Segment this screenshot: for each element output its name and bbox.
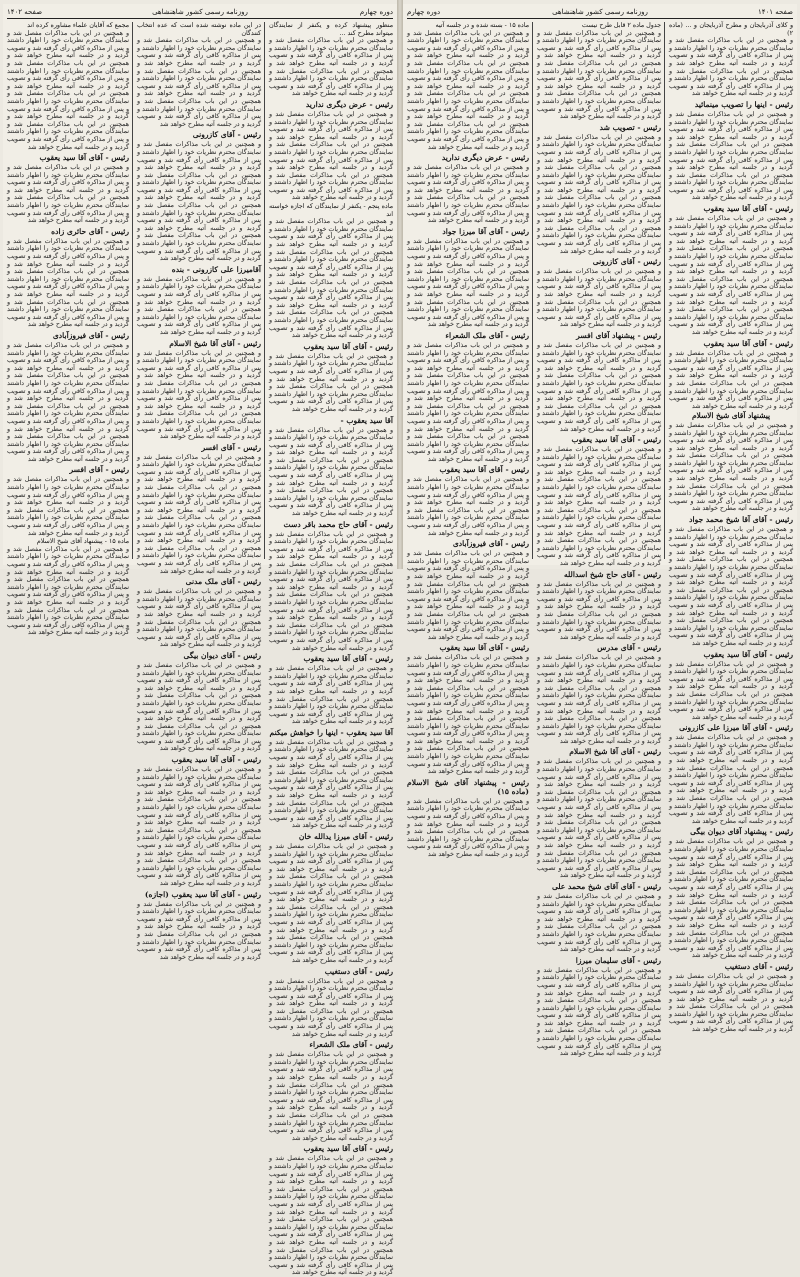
body-text: و همچنین در این باب مذاکرات مفصل شد و نمایندگان محترم نظریات خود را اظهار داشتند و پس از مذاکره کافی رأی گرفته شد و تصویب گردید و در جلسه آتیه مطرح خواهد شد و همچنین در این باب مذاکرات مفصل شد و نمایندگان محترم نظریات خود را اظهار داشتند و پس از مذاکره کافی رأی گرفته شد و تصویب گردید و در جلسه آتیه مطرح خواهد شد [269, 352, 393, 413]
right-column-1 [669, 22, 793, 1034]
body-text: و همچنین در این باب مذاکرات مفصل شد و نمایندگان محترم نظریات خود را اظهار داشتند و پس از مذاکره کافی رأی گرفته شد و تصویب گردید و در جلسه آتیه مطرح خواهد شد و همچنین در این باب مذاکرات مفصل شد و نمایندگان محترم نظریات خود را اظهار داشتند و پس از مذاکره کافی رأی گرفته شد و تصویب گردید و در جلسه آتیه مطرح خواهد شد [669, 972, 793, 1034]
speaker-line: رئیس - آقای آقا میرزا علی کازرونی [679, 723, 793, 733]
speaker-line: رئیس - پیشنهاد آقای دیوان بیگی [690, 827, 793, 837]
body-text: و همچنین در این باب مذاکرات مفصل شد و نمایندگان محترم نظریات خود را اظهار داشتند و پس از مذاکره کافی رأی گرفته شد و تصویب گردید و در جلسه آتیه مطرح خواهد شد و همچنین در این باب مذاکرات مفصل شد و نمایندگان محترم نظریات خود را اظهار داشتند و پس از مذاکره کافی رأی گرفته شد و تصویب گردید و در جلسه آتیه مطرح خواهد شد و همچنین در این باب مذاکرات مفصل شد و نمایندگان محترم نظریات خود را اظهار داشتند و پس از مذاکره کافی رأی گرفته شد و تصویب گردید و در جلسه آتیه مطرح خواهد شد و همچنین در این باب مذاکرات مفصل شد و نمایندگان محترم نظریات خود را اظهار داشتند و پس از مذاکره کافی رأی گرفته شد و تصویب گردید و در جلسه آتیه مطرح خواهد شد [7, 341, 129, 463]
right-page [403, 4, 797, 1058]
body-text: و همچنین در این باب مذاکرات مفصل شد و نمایندگان محترم نظریات خود را اظهار داشتند و پس از مذاکره کافی رأی گرفته شد و تصویب گردید و در جلسه آتیه مطرح خواهد شد و همچنین در این باب مذاکرات مفصل شد و نمایندگان محترم نظریات خود را اظهار داشتند و پس از مذاکره کافی رأی گرفته شد و تصویب گردید و در جلسه آتیه مطرح خواهد شد و همچنین در این باب مذاکرات مفصل شد و نمایندگان محترم نظریات خود را اظهار داشتند و پس از مذاکره کافی رأی گرفته شد و تصویب گردید و در جلسه آتیه مطرح خواهد شد و همچنین در این باب مذاکرات مفصل شد و نمایندگان محترم نظریات خود را اظهار داشتند و پس از مذاکره کافی رأی گرفته شد و تصویب گردید و در جلسه آتیه مطرح خواهد شد [537, 758, 661, 880]
body-text: و همچنین در این باب مذاکرات مفصل شد و نمایندگان محترم نظریات خود را اظهار داشتند و پس از مذاکره کافی رأی گرفته شد و تصویب گردید و در جلسه آتیه مطرح خواهد شد و همچنین در این باب مذاکرات مفصل شد و نمایندگان محترم نظریات خود را اظهار داشتند و پس از مذاکره کافی رأی گرفته شد و تصویب گردید و در جلسه آتیه مطرح خواهد شد و همچنین در این باب مذاکرات مفصل شد و نمایندگان محترم نظریات خود را اظهار داشتند و پس از مذاکره کافی رأی گرفته شد و تصویب گردید و در جلسه آتیه مطرح خواهد شد و همچنین در این باب مذاکرات مفصل شد و نمایندگان محترم نظریات خود را اظهار داشتند و پس از مذاکره کافی رأی گرفته شد و تصویب گردید و در جلسه آتیه مطرح خواهد شد [537, 446, 661, 567]
body-text: و همچنین در این باب مذاکرات مفصل شد و نمایندگان محترم نظریات خود را اظهار داشتند و پس از مذاکره کافی رأی گرفته شد و تصویب گردید و در جلسه آتیه مطرح خواهد شد و همچنین در این باب مذاکرات مفصل شد و نمایندگان محترم نظریات خود را اظهار داشتند و پس از مذاکره کافی رأی گرفته شد و تصویب گردید و در جلسه آتیه مطرح خواهد شد و همچنین در این باب مذاکرات مفصل شد و نمایندگان محترم نظریات خود را اظهار داشتند و پس از مذاکره کافی رأی گرفته شد و تصویب گردید و در جلسه آتیه مطرح خواهد شد و همچنین در این باب مذاکرات مفصل شد و نمایندگان محترم نظریات خود را اظهار داشتند و پس از مذاکره کافی رأی گرفته شد و تصویب گردید و در جلسه آتیه مطرح خواهد شد [269, 530, 393, 652]
body-text: و همچنین در این باب مذاکرات مفصل شد و نمایندگان محترم نظریات خود را اظهار داشتند و پس از مذاکره کافی رأی گرفته شد و تصویب گردید و در جلسه آتیه مطرح خواهد شد و همچنین در این باب مذاکرات مفصل شد و نمایندگان محترم نظریات خود را اظهار داشتند و پس از مذاکره کافی رأی گرفته شد و تصویب گردید و در جلسه آتیه مطرح خواهد شد و همچنین در این باب مذاکرات مفصل شد و نمایندگان محترم نظریات خود را اظهار داشتند و پس از مذاکره کافی رأی گرفته شد و تصویب گردید و در جلسه آتیه مطرح خواهد شد [137, 661, 261, 753]
speaker-line: رئیس - آقای میرزا یدالله خان [298, 832, 393, 841]
speaker-line: آقا سید یعقوب - اینها را خواهش میکنم [269, 727, 393, 737]
body-text: و همچنین در این باب مذاکرات مفصل شد و نمایندگان محترم نظریات خود را اظهار داشتند و پس از مذاکره کافی رأی گرفته شد و تصویب گردید و در جلسه آتیه مطرح خواهد شد و همچنین در این باب مذاکرات مفصل شد و نمایندگان محترم نظریات خود را اظهار داشتند و پس از مذاکره کافی رأی گرفته شد و تصویب گردید و در جلسه آتیه مطرح خواهد شد و همچنین در این باب مذاکرات مفصل شد و نمایندگان محترم نظریات خود را اظهار داشتند و پس از مذاکره کافی رأی گرفته شد و تصویب گردید و در جلسه آتیه مطرح خواهد شد و همچنین در این باب مذاکرات مفصل شد و نمایندگان محترم نظریات خود را اظهار داشتند و پس از مذاکره کافی رأی گرفته شد و تصویب گردید و در جلسه آتیه مطرح خواهد شد [137, 141, 261, 263]
body-text: و همچنین در این باب مذاکرات مفصل شد و نمایندگان محترم نظریات خود را اظهار داشتند و پس از مذاکره کافی رأی گرفته شد و تصویب گردید و در جلسه آتیه مطرح خواهد شد و همچنین در این باب مذاکرات مفصل شد و نمایندگان محترم نظریات خود را اظهار داشتند و پس از مذاکره کافی رأی گرفته شد و تصویب گردید و در جلسه آتیه مطرح خواهد شد [537, 580, 661, 641]
body-text: و همچنین در این باب مذاکرات مفصل شد و نمایندگان محترم نظریات خود را اظهار داشتند و پس از مذاکره کافی رأی گرفته شد و تصویب گردید و در جلسه آتیه مطرح خواهد شد و همچنین در این باب مذاکرات مفصل شد و نمایندگان محترم نظریات خود را اظهار داشتند و پس از مذاکره کافی رأی گرفته شد و تصویب گردید و در جلسه آتیه مطرح خواهد شد و همچنین در این باب مذاکرات مفصل شد و نمایندگان محترم نظریات خود را اظهار داشتند و پس از مذاکره کافی رأی گرفته شد و تصویب گردید و در جلسه آتیه مطرح خواهد شد و همچنین در این باب مذاکرات مفصل شد و نمایندگان محترم نظریات خود را اظهار داشتند و پس از مذاکره کافی رأی گرفته شد و تصویب گردید و در جلسه آتیه مطرح خواهد شد [669, 526, 793, 647]
speaker-line: رئیس - آقای حاج محمد باقر دست [283, 519, 393, 529]
speaker-line: رئیس - آقای افسر [69, 465, 129, 475]
speaker-line: رئیس - آقای سلیمان میرزا [575, 955, 661, 965]
paragraph: ماده ۱۵ - بسته شده و در جلسه آتیه [435, 22, 529, 29]
left-page [3, 4, 397, 1277]
column-rule [664, 22, 665, 559]
speaker-line: آقا سید یعقوب - [340, 415, 393, 425]
paragraph: مجمع که آقایان علماء مشاوره کرده اند [27, 22, 129, 29]
body-text: و همچنین در این باب مذاکرات مفصل شد و نمایندگان محترم نظریات خود را اظهار داشتند و پس از مذاکره کافی رأی گرفته شد و تصویب گردید و در جلسه آتیه مطرح خواهد شد و همچنین در این باب مذاکرات مفصل شد و نمایندگان محترم نظریات خود را اظهار داشتند و پس از مذاکره کافی رأی گرفته شد و تصویب گردید و در جلسه آتیه مطرح خواهد شد و همچنین در این باب مذاکرات مفصل شد و نمایندگان محترم نظریات خود را اظهار داشتند و پس از مذاکره کافی رأی گرفته شد و تصویب گردید و در جلسه آتیه مطرح خواهد شد [7, 545, 129, 637]
body-text: و همچنین در این باب مذاکرات مفصل شد و نمایندگان محترم نظریات خود را اظهار داشتند و پس از مذاکره کافی رأی گرفته شد و تصویب گردید و در جلسه آتیه مطرح خواهد شد و همچنین در این باب مذاکرات مفصل شد و نمایندگان محترم نظریات خود را اظهار داشتند و پس از مذاکره کافی رأی گرفته شد و تصویب گردید و در جلسه آتیه مطرح خواهد شد [7, 164, 129, 225]
speaker-line: رئیس - آقای فیروزآبادی [52, 330, 129, 340]
speaker-line: رئیس - آقای آقا سید یعقوب [303, 341, 393, 351]
speaker-line: رئیس - آقای افسر [201, 442, 261, 452]
header-page-number: صفحه ۱۴۰۱ [757, 8, 793, 16]
body-text: و همچنین در این باب مذاکرات مفصل شد و نمایندگان محترم نظریات خود را اظهار داشتند و پس از مذاکره کافی رأی گرفته شد و تصویب گردید و در جلسه آتیه مطرح خواهد شد و همچنین در این باب مذاکرات مفصل شد و نمایندگان محترم نظریات خود را اظهار داشتند و پس از مذاکره کافی رأی گرفته شد و تصویب گردید و در جلسه آتیه مطرح خواهد شد [407, 476, 529, 537]
paragraph: ماده پنجم - یکنفر از نمایندگان که اجازه خواسته اند [269, 203, 393, 218]
body-text: و همچنین در این باب مذاکرات مفصل شد و نمایندگان محترم نظریات خود را اظهار داشتند و پس از مذاکره کافی رأی گرفته شد و تصویب گردید و در جلسه آتیه مطرح خواهد شد و همچنین در این باب مذاکرات مفصل شد و نمایندگان محترم نظریات خود را اظهار داشتند و پس از مذاکره کافی رأی گرفته شد و تصویب گردید و در جلسه آتیه مطرح خواهد شد و همچنین در این باب مذاکرات مفصل شد و نمایندگان محترم نظریات خود را اظهار داشتند و پس از مذاکره کافی رأی گرفته شد و تصویب گردید و در جلسه آتیه مطرح خواهد شد و همچنین در این باب مذاکرات مفصل شد و نمایندگان محترم نظریات خود را اظهار داشتند و پس از مذاکره کافی رأی گرفته شد و تصویب گردید و در جلسه آتیه مطرح خواهد شد [137, 766, 261, 887]
body-text: و همچنین در این باب مذاکرات مفصل شد و نمایندگان محترم نظریات خود را اظهار داشتند و پس از مذاکره کافی رأی گرفته شد و تصویب گردید و در جلسه آتیه مطرح خواهد شد و همچنین در این باب مذاکرات مفصل شد و نمایندگان محترم نظریات خود را اظهار داشتند و پس از مذاکره کافی رأی گرفته شد و تصویب گردید و در جلسه آتیه مطرح خواهد شد و همچنین در این باب مذاکرات مفصل شد و نمایندگان محترم نظریات خود را اظهار داشتند و پس از مذاکره کافی رأی گرفته شد و تصویب گردید و در جلسه آتیه مطرح خواهد شد [7, 237, 129, 329]
body-text: و همچنین در این باب مذاکرات مفصل شد و نمایندگان محترم نظریات خود را اظهار داشتند و پس از مذاکره کافی رأی گرفته شد و تصویب گردید و در جلسه آتیه مطرح خواهد شد و همچنین در این باب مذاکرات مفصل شد و نمایندگان محترم نظریات خود را اظهار داشتند و پس از مذاکره کافی رأی گرفته شد و تصویب گردید و در جلسه آتیه مطرح خواهد شد و همچنین در این باب مذاکرات مفصل شد و نمایندگان محترم نظریات خود را اظهار داشتند و پس از مذاکره کافی رأی گرفته شد و تصویب گردید و در جلسه آتیه مطرح خواهد شد [537, 654, 661, 745]
speaker-line: رئیس - آقای آقا سید یعقوب [703, 649, 793, 659]
body-text: و همچنین در این باب مذاکرات مفصل شد و نمایندگان محترم نظریات خود را اظهار داشتند و پس از مذاکره کافی رأی گرفته شد و تصویب گردید و در جلسه آتیه مطرح خواهد شد و همچنین در این باب مذاکرات مفصل شد و نمایندگان محترم نظریات خود را اظهار داشتند و پس از مذاکره کافی رأی گرفته شد و تصویب گردید و در جلسه آتیه مطرح خواهد شد و همچنین در این باب مذاکرات مفصل شد و نمایندگان محترم نظریات خود را اظهار داشتند و پس از مذاکره کافی رأی گرفته شد و تصویب گردید و در جلسه آتیه مطرح خواهد شد و همچنین در این باب مذاکرات مفصل شد و نمایندگان محترم نظریات خود را اظهار داشتند و پس از مذاکره کافی رأی گرفته شد و تصویب گردید و در جلسه آتیه مطرح خواهد شد [407, 341, 529, 463]
body-text: و همچنین در این باب مذاکرات مفصل شد و نمایندگان محترم نظریات خود را اظهار داشتند و پس از مذاکره کافی رأی گرفته شد و تصویب گردید و در جلسه آتیه مطرح خواهد شد و همچنین در این باب مذاکرات مفصل شد و نمایندگان محترم نظریات خود را اظهار داشتند و پس از مذاکره کافی رأی گرفته شد و تصویب گردید و در جلسه آتیه مطرح خواهد شد و همچنین در این باب مذاکرات مفصل شد و نمایندگان محترم نظریات خود را اظهار داشتند و پس از مذاکره کافی رأی گرفته شد و تصویب گردید و در جلسه آتیه مطرح خواهد شد [407, 550, 529, 641]
column-rule [132, 22, 133, 559]
header-volume: دوره چهارم [407, 8, 441, 16]
body-text: و همچنین در این باب مذاکرات مفصل شد و نمایندگان محترم نظریات خود را اظهار داشتند و پس از مذاکره کافی رأی گرفته شد و تصویب گردید و در جلسه آتیه مطرح خواهد شد و همچنین در این باب مذاکرات مفصل شد و نمایندگان محترم نظریات خود را اظهار داشتند و پس از مذاکره کافی رأی گرفته شد و تصویب گردید و در جلسه آتیه مطرح خواهد شد [269, 665, 393, 726]
speaker-line: رئیس - آقای آقا سید یعقوب [303, 1144, 393, 1154]
left-column-1 [269, 22, 393, 1277]
paragraph: جدول ماده ۲ قابل طرح نیست [581, 22, 661, 29]
speaker-line: رئیس - آقای آقا سید یعقوب (اجازه) [144, 889, 261, 899]
body-text: و همچنین در این باب مذاکرات مفصل شد و نمایندگان محترم نظریات خود را اظهار داشتند و پس از مذاکره کافی رأی گرفته شد و تصویب گردید و در جلسه آتیه مطرح خواهد شد و همچنین در این باب مذاکرات مفصل شد و نمایندگان محترم نظریات خود را اظهار داشتند و پس از مذاکره کافی رأی گرفته شد و تصویب گردید و در جلسه آتیه مطرح خواهد شد و همچنین در این باب مذاکرات مفصل شد و نمایندگان محترم نظریات خود را اظهار داشتند و پس از مذاکره کافی رأی گرفته شد و تصویب گردید و در جلسه آتیه مطرح خواهد شد و همچنین در این باب مذاکرات مفصل شد و نمایندگان محترم نظریات خود را اظهار داشتند و پس از مذاکره کافی رأی گرفته شد و تصویب گردید و در جلسه آتیه مطرح خواهد شد [669, 215, 793, 336]
body-text: و همچنین در این باب مذاکرات مفصل شد و نمایندگان محترم نظریات خود را اظهار داشتند و پس از مذاکره کافی رأی گرفته شد و تصویب گردید و در جلسه آتیه مطرح خواهد شد و همچنین در این باب مذاکرات مفصل شد و نمایندگان محترم نظریات خود را اظهار داشتند و پس از مذاکره کافی رأی گرفته شد و تصویب گردید و در جلسه آتیه مطرح خواهد شد [537, 268, 661, 329]
speaker-line: رئیس - آقای آقا سید یعقوب [303, 654, 393, 664]
column-rule [532, 22, 533, 559]
header-publication: روزنامه رسمی کشور شاهنشاهی [552, 8, 648, 16]
paragraph: ماده ۱۵ - پیشنهاد آقای شیخ الاسلام [36, 538, 129, 546]
body-text: و همچنین در این باب مذاکرات مفصل شد و نمایندگان محترم نظریات خود را اظهار داشتند و پس از مذاکره کافی رأی گرفته شد و تصویب گردید و در جلسه آتیه مطرح خواهد شد و همچنین در این باب مذاکرات مفصل شد و نمایندگان محترم نظریات خود را اظهار داشتند و پس از مذاکره کافی رأی گرفته شد و تصویب گردید و در جلسه آتیه مطرح خواهد شد [407, 797, 529, 858]
body-text: و همچنین در این باب مذاکرات مفصل شد و نمایندگان محترم نظریات خود را اظهار داشتند و پس از مذاکره کافی رأی گرفته شد و تصویب گردید و در جلسه آتیه مطرح خواهد شد و همچنین در این باب مذاکرات مفصل شد و نمایندگان محترم نظریات خود را اظهار داشتند و پس از مذاکره کافی رأی گرفته شد و تصویب گردید و در جلسه آتیه مطرح خواهد شد [669, 349, 793, 410]
body-text: و همچنین در این باب مذاکرات مفصل شد و نمایندگان محترم نظریات خود را اظهار داشتند و پس از مذاکره کافی رأی گرفته شد و تصویب گردید و در جلسه آتیه مطرح خواهد شد و همچنین در این باب مذاکرات مفصل شد و نمایندگان محترم نظریات خود را اظهار داشتند و پس از مذاکره کافی رأی گرفته شد و تصویب گردید و در جلسه آتیه مطرح خواهد شد [669, 660, 793, 721]
left-column-3 [7, 22, 129, 637]
body-text: و همچنین در این باب مذاکرات مفصل شد و نمایندگان محترم نظریات خود را اظهار داشتند و پس از مذاکره کافی رأی گرفته شد و تصویب گردید و در جلسه آتیه مطرح خواهد شد و همچنین در این باب مذاکرات مفصل شد و نمایندگان محترم نظریات خود را اظهار داشتند و پس از مذاکره کافی رأی گرفته شد و تصویب گردید و در جلسه آتیه مطرح خواهد شد و همچنین در این باب مذاکرات مفصل شد و نمایندگان محترم نظریات خود را اظهار داشتند و پس از مذاکره کافی رأی گرفته شد و تصویب گردید و در جلسه آتیه مطرح خواهد شد و همچنین در این باب مذاکرات مفصل شد و نمایندگان محترم نظریات خود را اظهار داشتند و پس از مذاکره کافی رأی گرفته شد و تصویب گردید و در جلسه آتیه مطرح خواهد شد [407, 29, 529, 151]
body-text: و همچنین در این باب مذاکرات مفصل شد و نمایندگان محترم نظریات خود را اظهار داشتند و پس از مذاکره کافی رأی گرفته شد و تصویب گردید و در جلسه آتیه مطرح خواهد شد و همچنین در این باب مذاکرات مفصل شد و نمایندگان محترم نظریات خود را اظهار داشتند و پس از مذاکره کافی رأی گرفته شد و تصویب گردید و در جلسه آتیه مطرح خواهد شد و همچنین در این باب مذاکرات مفصل شد و نمایندگان محترم نظریات خود را اظهار داشتند و پس از مذاکره کافی رأی گرفته شد و تصویب گردید و در جلسه آتیه مطرح خواهد شد و همچنین در این باب مذاکرات مفصل شد و نمایندگان محترم نظریات خود را اظهار داشتند و پس از مذاکره کافی رأی گرفته شد و تصویب گردید و در جلسه آتیه مطرح خواهد شد [669, 838, 793, 960]
speaker-line: رئیس - آقای کازرونی [192, 130, 261, 140]
speaker-line: رئیس - آقای آقا سید یعقوب [703, 204, 793, 214]
speaker-line: رئیس - آقای آقا سید یعقوب [39, 153, 129, 163]
body-text: و همچنین در این باب مذاکرات مفصل شد و نمایندگان محترم نظریات خود را اظهار داشتند و پس از مذاکره کافی رأی گرفته شد و تصویب گردید و در جلسه آتیه مطرح خواهد شد و همچنین در این باب مذاکرات مفصل شد و نمایندگان محترم نظریات خود را اظهار داشتند و پس از مذاکره کافی رأی گرفته شد و تصویب گردید و در جلسه آتیه مطرح خواهد شد [137, 275, 261, 336]
body-text: و همچنین در این باب مذاکرات مفصل شد و نمایندگان محترم نظریات خود را اظهار داشتند و پس از مذاکره کافی رأی گرفته شد و تصویب گردید و در جلسه آتیه مطرح خواهد شد و همچنین در این باب مذاکرات مفصل شد و نمایندگان محترم نظریات خود را اظهار داشتند و پس از مذاکره کافی رأی گرفته شد و تصویب گردید و در جلسه آتیه مطرح خواهد شد و همچنین در این باب مذاکرات مفصل شد و نمایندگان محترم نظریات خود را اظهار داشتند و پس از مذاکره کافی رأی گرفته شد و تصویب گردید و در جلسه آتیه مطرح خواهد شد [537, 341, 661, 433]
speaker-line: رئیس - آقای دستغیب [324, 966, 393, 976]
speaker-line: رئیس - آقای آقا شیخ الاسلام [569, 747, 661, 757]
speaker-line: رئیس - آقای فیروزآبادی [452, 539, 529, 549]
body-text: و همچنین در این باب مذاکرات مفصل شد و نمایندگان محترم نظریات خود را اظهار داشتند و پس از مذاکره کافی رأی گرفته شد و تصویب گردید و در جلسه آتیه مطرح خواهد شد و همچنین در این باب مذاکرات مفصل شد و نمایندگان محترم نظریات خود را اظهار داشتند و پس از مذاکره کافی رأی گرفته شد و تصویب گردید و در جلسه آتیه مطرح خواهد شد و همچنین در این باب مذاکرات مفصل شد و نمایندگان محترم نظریات خود را اظهار داشتند و پس از مذاکره کافی رأی گرفته شد و تصویب گردید و در جلسه آتیه مطرح خواهد شد و همچنین در این باب مذاکرات مفصل شد و نمایندگان محترم نظریات خود را اظهار داشتند و پس از مذاکره کافی رأی گرفته شد و تصویب گردید و در جلسه آتیه مطرح خواهد شد [269, 1155, 393, 1277]
speaker-line: رئیس - آقای کازرونی [592, 257, 661, 267]
header-volume: دوره چهارم [359, 8, 393, 16]
body-text: و همچنین در این باب مذاکرات مفصل شد و نمایندگان محترم نظریات خود را اظهار داشتند و پس از مذاکره کافی رأی گرفته شد و تصویب گردید و در جلسه آتیه مطرح خواهد شد و همچنین در این باب مذاکرات مفصل شد و نمایندگان محترم نظریات خود را اظهار داشتند و پس از مذاکره کافی رأی گرفته شد و تصویب گردید و در جلسه آتیه مطرح خواهد شد و همچنین در این باب مذاکرات مفصل شد و نمایندگان محترم نظریات خود را اظهار داشتند و پس از مذاکره کافی رأی گرفته شد و تصویب گردید و در جلسه آتیه مطرح خواهد شد [669, 110, 793, 202]
speaker-line: رئیس - آقای ملک الشعراء [309, 1040, 393, 1050]
speaker-line: رئیس - پیشنهاد آقای شیخ الاسلام (ماده ۱۵) [407, 777, 529, 796]
speaker-line: رئیس - آقای آقا سید یعقوب [571, 435, 661, 445]
speaker-line: رئیس - آقای آقا میرزا جواد [442, 226, 529, 236]
speaker-line: رئیس - پیشنهاد آقای افسر [576, 330, 661, 340]
body-text: و همچنین در این باب مذاکرات مفصل شد و نمایندگان محترم نظریات خود را اظهار داشتند و پس از مذاکره کافی رأی گرفته شد و تصویب گردید و در جلسه آتیه مطرح خواهد شد و همچنین در این باب مذاکرات مفصل شد و نمایندگان محترم نظریات خود را اظهار داشتند و پس از مذاکره کافی رأی گرفته شد و تصویب گردید و در جلسه آتیه مطرح خواهد شد و همچنین در این باب مذاکرات مفصل شد و نمایندگان محترم نظریات خود را اظهار داشتند و پس از مذاکره کافی رأی گرفته شد و تصویب گردید و در جلسه آتیه مطرح خواهد شد و همچنین در این باب مذاکرات مفصل شد و نمایندگان محترم نظریات خود را اظهار داشتند و پس از مذاکره کافی رأی گرفته شد و تصویب گردید و در جلسه آتیه مطرح خواهد شد [269, 843, 393, 964]
speaker-line: رئیس - آقای دیوان بیگی [183, 650, 261, 660]
body-text: و همچنین در این باب مذاکرات مفصل شد و نمایندگان محترم نظریات خود را اظهار داشتند و پس از مذاکره کافی رأی گرفته شد و تصویب گردید و در جلسه آتیه مطرح خواهد شد و همچنین در این باب مذاکرات مفصل شد و نمایندگان محترم نظریات خود را اظهار داشتند و پس از مذاکره کافی رأی گرفته شد و تصویب گردید و در جلسه آتیه مطرح خواهد شد [269, 977, 393, 1038]
body-text: و همچنین در این باب مذاکرات مفصل شد و نمایندگان محترم نظریات خود را اظهار داشتند و پس از مذاکره کافی رأی گرفته شد و تصویب گردید و در جلسه آتیه مطرح خواهد شد و همچنین در این باب مذاکرات مفصل شد و نمایندگان محترم نظریات خود را اظهار داشتند و پس از مذاکره کافی رأی گرفته شد و تصویب گردید و در جلسه آتیه مطرح خواهد شد و همچنین در این باب مذاکرات مفصل شد و نمایندگان محترم نظریات خود را اظهار داشتند و پس از مذاکره کافی رأی گرفته شد و تصویب گردید و در جلسه آتیه مطرح خواهد شد [269, 426, 393, 518]
speaker-line: رئیس - آقای آقا سید یعقوب [703, 338, 793, 348]
body-text: و همچنین در این باب مذاکرات مفصل شد و نمایندگان محترم نظریات خود را اظهار داشتند و پس از مذاکره کافی رأی گرفته شد و تصویب گردید و در جلسه آتیه مطرح خواهد شد و همچنین در این باب مذاکرات مفصل شد و نمایندگان محترم نظریات خود را اظهار داشتند و پس از مذاکره کافی رأی گرفته شد و تصویب گردید و در جلسه آتیه مطرح خواهد شد و همچنین در این باب مذاکرات مفصل شد و نمایندگان محترم نظریات خود را اظهار داشتند و پس از مذاکره کافی رأی گرفته شد و تصویب گردید و در جلسه آتیه مطرح خواهد شد و همچنین در این باب مذاکرات مفصل شد و نمایندگان محترم نظریات خود را اظهار داشتند و پس از مذاکره کافی رأی گرفته شد و تصویب گردید و در جلسه آتیه مطرح خواهد شد [537, 133, 661, 255]
speaker-line: رئیس - آقای مدرس [597, 643, 661, 653]
speaker-line: رئیس - عرض دیگری ندارید [305, 99, 393, 109]
speaker-line: رئیس - آقای آقای شیخ محمد علی [551, 881, 661, 891]
body-text: و همچنین در این باب مذاکرات مفصل شد و نمایندگان محترم نظریات خود را اظهار داشتند و پس از مذاکره کافی رأی گرفته شد و تصویب گردید و در جلسه آتیه مطرح خواهد شد و همچنین در این باب مذاکرات مفصل شد و نمایندگان محترم نظریات خود را اظهار داشتند و پس از مذاکره کافی رأی گرفته شد و تصویب گردید و در جلسه آتیه مطرح خواهد شد و همچنین در این باب مذاکرات مفصل شد و نمایندگان محترم نظریات خود را اظهار داشتند و پس از مذاکره کافی رأی گرفته شد و تصویب گردید و در جلسه آتیه مطرح خواهد شد [537, 966, 661, 1058]
body-text: و همچنین در این باب مذاکرات مفصل شد و نمایندگان محترم نظریات خود را اظهار داشتند و پس از مذاکره کافی رأی گرفته شد و تصویب گردید و در جلسه آتیه مطرح خواهد شد و همچنین در این باب مذاکرات مفصل شد و نمایندگان محترم نظریات خود را اظهار داشتند و پس از مذاکره کافی رأی گرفته شد و تصویب گردید و در جلسه آتیه مطرح خواهد شد و همچنین در این باب مذاکرات مفصل شد و نمایندگان محترم نظریات خود را اظهار داشتند و پس از مذاکره کافی رأی گرفته شد و تصویب گردید و در جلسه آتیه مطرح خواهد شد [669, 421, 793, 513]
body-text: و همچنین در این باب مذاکرات مفصل شد و نمایندگان محترم نظریات خود را اظهار داشتند و پس از مذاکره کافی رأی گرفته شد و تصویب گردید و در جلسه آتیه مطرح خواهد شد و همچنین در این باب مذاکرات مفصل شد و نمایندگان محترم نظریات خود را اظهار داشتند و پس از مذاکره کافی رأی گرفته شد و تصویب گردید و در جلسه آتیه مطرح خواهد شد و همچنین در این باب مذاکرات مفصل شد و نمایندگان محترم نظریات خود را اظهار داشتند و پس از مذاکره کافی رأی گرفته شد و تصویب گردید و در جلسه آتیه مطرح خواهد شد [407, 237, 529, 329]
body-text: و همچنین در این باب مذاکرات مفصل شد و نمایندگان محترم نظریات خود را اظهار داشتند و پس از مذاکره کافی رأی گرفته شد و تصویب گردید و در جلسه آتیه مطرح خواهد شد و همچنین در این باب مذاکرات مفصل شد و نمایندگان محترم نظریات خود را اظهار داشتند و پس از مذاکره کافی رأی گرفته شد و تصویب گردید و در جلسه آتیه مطرح خواهد شد [537, 892, 661, 954]
speaker-line: آقامیرزا علی کازرونی - بنده [171, 264, 261, 274]
speaker-line: رئیس - آقای آقا سید یعقوب [439, 465, 529, 475]
right-column-3 [407, 22, 529, 858]
body-text: و همچنین در این باب مذاکرات مفصل شد و نمایندگان محترم نظریات خود را اظهار داشتند و پس از مذاکره کافی رأی گرفته شد و تصویب گردید و در جلسه آتیه مطرح خواهد شد و همچنین در این باب مذاکرات مفصل شد و نمایندگان محترم نظریات خود را اظهار داشتند و پس از مذاکره کافی رأی گرفته شد و تصویب گردید و در جلسه آتیه مطرح خواهد شد و همچنین در این باب مذاکرات مفصل شد و نمایندگان محترم نظریات خود را اظهار داشتند و پس از مذاکره کافی رأی گرفته شد و تصویب گردید و در جلسه آتیه مطرح خواهد شد [269, 110, 393, 202]
paragraph: در این ماده نوشته شده است که عده انتخاب کنندگان [137, 22, 261, 37]
paragraph: و کلای آذربایجان و مطرح آذربایجان و ... (ماده ۲) [669, 22, 793, 37]
body-text: و همچنین در این باب مذاکرات مفصل شد و نمایندگان محترم نظریات خود را اظهار داشتند و پس از مذاکره کافی رأی گرفته شد و تصویب گردید و در جلسه آتیه مطرح خواهد شد و همچنین در این باب مذاکرات مفصل شد و نمایندگان محترم نظریات خود را اظهار داشتند و پس از مذاکره کافی رأی گرفته شد و تصویب گردید و در جلسه آتیه مطرح خواهد شد و همچنین در این باب مذاکرات مفصل شد و نمایندگان محترم نظریات خود را اظهار داشتند و پس از مذاکره کافی رأی گرفته شد و تصویب گردید و در جلسه آتیه مطرح خواهد شد [137, 37, 261, 128]
body-text: و همچنین در این باب مذاکرات مفصل شد و نمایندگان محترم نظریات خود را اظهار داشتند و پس از مذاکره کافی رأی گرفته شد و تصویب گردید و در جلسه آتیه مطرح خواهد شد و همچنین در این باب مذاکرات مفصل شد و نمایندگان محترم نظریات خود را اظهار داشتند و پس از مذاکره کافی رأی گرفته شد و تصویب گردید و در جلسه آتیه مطرح خواهد شد و همچنین در این باب مذاکرات مفصل شد و نمایندگان محترم نظریات خود را اظهار داشتند و پس از مذاکره کافی رأی گرفته شد و تصویب گردید و در جلسه آتیه مطرح خواهد شد [269, 1051, 393, 1142]
body-text: و همچنین در این باب مذاکرات مفصل شد و نمایندگان محترم نظریات خود را اظهار داشتند و پس از مذاکره کافی رأی گرفته شد و تصویب گردید و در جلسه آتیه مطرح خواهد شد و همچنین در این باب مذاکرات مفصل شد و نمایندگان محترم نظریات خود را اظهار داشتند و پس از مذاکره کافی رأی گرفته شد و تصویب گردید و در جلسه آتیه مطرح خواهد شد [269, 37, 393, 98]
body-text: و همچنین در این باب مذاکرات مفصل شد و نمایندگان محترم نظریات خود را اظهار داشتند و پس از مذاکره کافی رأی گرفته شد و تصویب گردید و در جلسه آتیه مطرح خواهد شد و همچنین در این باب مذاکرات مفصل شد و نمایندگان محترم نظریات خود را اظهار داشتند و پس از مذاکره کافی رأی گرفته شد و تصویب گردید و در جلسه آتیه مطرح خواهد شد و همچنین در این باب مذاکرات مفصل شد و نمایندگان محترم نظریات خود را اظهار داشتند و پس از مذاکره کافی رأی گرفته شد و تصویب گردید و در جلسه آتیه مطرح خواهد شد و همچنین در این باب مذاکرات مفصل شد و نمایندگان محترم نظریات خود را اظهار داشتند و پس از مذاکره کافی رأی گرفته شد و تصویب گردید و در جلسه آتیه مطرح خواهد شد [7, 29, 129, 151]
speaker-line: رئیس - آقای آقا سید یعقوب [171, 755, 261, 765]
body-text: و همچنین در این باب مذاکرات مفصل شد و نمایندگان محترم نظریات خود را اظهار داشتند و پس از مذاکره کافی رأی گرفته شد و تصویب گردید و در جلسه آتیه مطرح خواهد شد و همچنین در این باب مذاکرات مفصل شد و نمایندگان محترم نظریات خود را اظهار داشتند و پس از مذاکره کافی رأی گرفته شد و تصویب گردید و در جلسه آتیه مطرح خواهد شد و همچنین در این باب مذاکرات مفصل شد و نمایندگان محترم نظریات خود را اظهار داشتند و پس از مذاکره کافی رأی گرفته شد و تصویب گردید و در جلسه آتیه مطرح خواهد شد و همچنین در این باب مذاکرات مفصل شد و نمایندگان محترم نظریات خود را اظهار داشتند و پس از مذاکره کافی رأی گرفته شد و تصویب گردید و در جلسه آتیه مطرح خواهد شد [407, 654, 529, 776]
body-text: و همچنین در این باب مذاکرات مفصل شد و نمایندگان محترم نظریات خود را اظهار داشتند و پس از مذاکره کافی رأی گرفته شد و تصویب گردید و در جلسه آتیه مطرح خواهد شد و همچنین در این باب مذاکرات مفصل شد و نمایندگان محترم نظریات خود را اظهار داشتند و پس از مذاکره کافی رأی گرفته شد و تصویب گردید و در جلسه آتیه مطرح خواهد شد [7, 476, 129, 537]
speaker-line: رئیس - آقای آقا شیخ محمد جواد [689, 515, 793, 525]
speaker-line: رئیس - آقای ملک مدنی [185, 577, 261, 587]
right-page-header [407, 6, 793, 19]
body-text: و همچنین در این باب مذاکرات مفصل شد و نمایندگان محترم نظریات خود را اظهار داشتند و پس از مذاکره کافی رأی گرفته شد و تصویب گردید و در جلسه آتیه مطرح خواهد شد و همچنین در این باب مذاکرات مفصل شد و نمایندگان محترم نظریات خود را اظهار داشتند و پس از مذاکره کافی رأی گرفته شد و تصویب گردید و در جلسه آتیه مطرح خواهد شد [407, 164, 529, 225]
body-text: و همچنین در این باب مذاکرات مفصل شد و نمایندگان محترم نظریات خود را اظهار داشتند و پس از مذاکره کافی رأی گرفته شد و تصویب گردید و در جلسه آتیه مطرح خواهد شد و همچنین در این باب مذاکرات مفصل شد و نمایندگان محترم نظریات خود را اظهار داشتند و پس از مذاکره کافی رأی گرفته شد و تصویب گردید و در جلسه آتیه مطرح خواهد شد و همچنین در این باب مذاکرات مفصل شد و نمایندگان محترم نظریات خود را اظهار داشتند و پس از مذاکره کافی رأی گرفته شد و تصویب گردید و در جلسه آتیه مطرح خواهد شد و همچنین در این باب مذاکرات مفصل شد و نمایندگان محترم نظریات خود را اظهار داشتند و پس از مذاکره کافی رأی گرفته شد و تصویب گردید و در جلسه آتیه مطرح خواهد شد [137, 453, 261, 575]
left-page-header [7, 6, 393, 19]
speaker-line: رئیس - آقای آقا شیخ الاسلام [169, 338, 261, 348]
header-publication: روزنامه رسمی کشور شاهنشاهی [152, 8, 248, 16]
speaker-line: رئیس - عرض دیگری ندارید [441, 153, 529, 163]
speaker-line: رئیس - آقای حاج شیخ اسدالله [563, 569, 661, 579]
body-text: و همچنین در این باب مذاکرات مفصل شد و نمایندگان محترم نظریات خود را اظهار داشتند و پس از مذاکره کافی رأی گرفته شد و تصویب گردید و در جلسه آتیه مطرح خواهد شد و همچنین در این باب مذاکرات مفصل شد و نمایندگان محترم نظریات خود را اظهار داشتند و پس از مذاکره کافی رأی گرفته شد و تصویب گردید و در جلسه آتیه مطرح خواهد شد و همچنین در این باب مذاکرات مفصل شد و نمایندگان محترم نظریات خود را اظهار داشتند و پس از مذاکره کافی رأی گرفته شد و تصویب گردید و در جلسه آتیه مطرح خواهد شد [669, 734, 793, 825]
body-text: و همچنین در این باب مذاکرات مفصل شد و نمایندگان محترم نظریات خود را اظهار داشتند و پس از مذاکره کافی رأی گرفته شد و تصویب گردید و در جلسه آتیه مطرح خواهد شد و همچنین در این باب مذاکرات مفصل شد و نمایندگان محترم نظریات خود را اظهار داشتند و پس از مذاکره کافی رأی گرفته شد و تصویب گردید و در جلسه آتیه مطرح خواهد شد [137, 900, 261, 961]
section-heading: پیشنهاد آقای شیخ الاسلام [691, 411, 771, 421]
speaker-line: رئیس - آقای دستغیب [724, 961, 793, 971]
body-text: و همچنین در این باب مذاکرات مفصل شد و نمایندگان محترم نظریات خود را اظهار داشتند و پس از مذاکره کافی رأی گرفته شد و تصویب گردید و در جلسه آتیه مطرح خواهد شد و همچنین در این باب مذاکرات مفصل شد و نمایندگان محترم نظریات خود را اظهار داشتند و پس از مذاکره کافی رأی گرفته شد و تصویب گردید و در جلسه آتیه مطرح خواهد شد و همچنین در این باب مذاکرات مفصل شد و نمایندگان محترم نظریات خود را اظهار داشتند و پس از مذاکره کافی رأی گرفته شد و تصویب گردید و در جلسه آتیه مطرح خواهد شد [137, 349, 261, 441]
column-rule [264, 22, 265, 559]
speaker-line: رئیس - آقای حائری زاده [51, 226, 129, 236]
body-text: و همچنین در این باب مذاکرات مفصل شد و نمایندگان محترم نظریات خود را اظهار داشتند و پس از مذاکره کافی رأی گرفته شد و تصویب گردید و در جلسه آتیه مطرح خواهد شد و همچنین در این باب مذاکرات مفصل شد و نمایندگان محترم نظریات خود را اظهار داشتند و پس از مذاکره کافی رأی گرفته شد و تصویب گردید و در جلسه آتیه مطرح خواهد شد و همچنین در این باب مذاکرات مفصل شد و نمایندگان محترم نظریات خود را اظهار داشتند و پس از مذاکره کافی رأی گرفته شد و تصویب گردید و در جلسه آتیه مطرح خواهد شد [269, 738, 393, 830]
speaker-line: رئیس - آقای ملک الشعراء [445, 330, 529, 340]
speaker-line: رئیس - اینها را تصویب مینمائید [694, 99, 793, 109]
paragraph: منظور پیشنهاد کرده و یکنفر از نمایندگان میتواند مطرح کند ... [269, 22, 393, 37]
body-text: و همچنین در این باب مذاکرات مفصل شد و نمایندگان محترم نظریات خود را اظهار داشتند و پس از مذاکره کافی رأی گرفته شد و تصویب گردید و در جلسه آتیه مطرح خواهد شد و همچنین در این باب مذاکرات مفصل شد و نمایندگان محترم نظریات خود را اظهار داشتند و پس از مذاکره کافی رأی گرفته شد و تصویب گردید و در جلسه آتیه مطرح خواهد شد و همچنین در این باب مذاکرات مفصل شد و نمایندگان محترم نظریات خود را اظهار داشتند و پس از مذاکره کافی رأی گرفته شد و تصویب گردید و در جلسه آتیه مطرح خواهد شد [537, 29, 661, 121]
body-text: و همچنین در این باب مذاکرات مفصل شد و نمایندگان محترم نظریات خود را اظهار داشتند و پس از مذاکره کافی رأی گرفته شد و تصویب گردید و در جلسه آتیه مطرح خواهد شد و همچنین در این باب مذاکرات مفصل شد و نمایندگان محترم نظریات خود را اظهار داشتند و پس از مذاکره کافی رأی گرفته شد و تصویب گردید و در جلسه آتیه مطرح خواهد شد [669, 37, 793, 98]
right-column-2 [537, 22, 661, 1058]
header-page-number: صفحه ۱۴۰۲ [7, 8, 43, 16]
speaker-line: رئیس - تصویب شد [599, 122, 661, 132]
left-column-2 [137, 22, 261, 961]
body-text: و همچنین در این باب مذاکرات مفصل شد و نمایندگان محترم نظریات خود را اظهار داشتند و پس از مذاکره کافی رأی گرفته شد و تصویب گردید و در جلسه آتیه مطرح خواهد شد و همچنین در این باب مذاکرات مفصل شد و نمایندگان محترم نظریات خود را اظهار داشتند و پس از مذاکره کافی رأی گرفته شد و تصویب گردید و در جلسه آتیه مطرح خواهد شد [137, 588, 261, 649]
speaker-line: رئیس - آقای آقا سید یعقوب [439, 643, 529, 653]
body-text: و همچنین در این باب مذاکرات مفصل شد و نمایندگان محترم نظریات خود را اظهار داشتند و پس از مذاکره کافی رأی گرفته شد و تصویب گردید و در جلسه آتیه مطرح خواهد شد و همچنین در این باب مذاکرات مفصل شد و نمایندگان محترم نظریات خود را اظهار داشتند و پس از مذاکره کافی رأی گرفته شد و تصویب گردید و در جلسه آتیه مطرح خواهد شد و همچنین در این باب مذاکرات مفصل شد و نمایندگان محترم نظریات خود را اظهار داشتند و پس از مذاکره کافی رأی گرفته شد و تصویب گردید و در جلسه آتیه مطرح خواهد شد و همچنین در این باب مذاکرات مفصل شد و نمایندگان محترم نظریات خود را اظهار داشتند و پس از مذاکره کافی رأی گرفته شد و تصویب گردید و در جلسه آتیه مطرح خواهد شد [269, 218, 393, 340]
